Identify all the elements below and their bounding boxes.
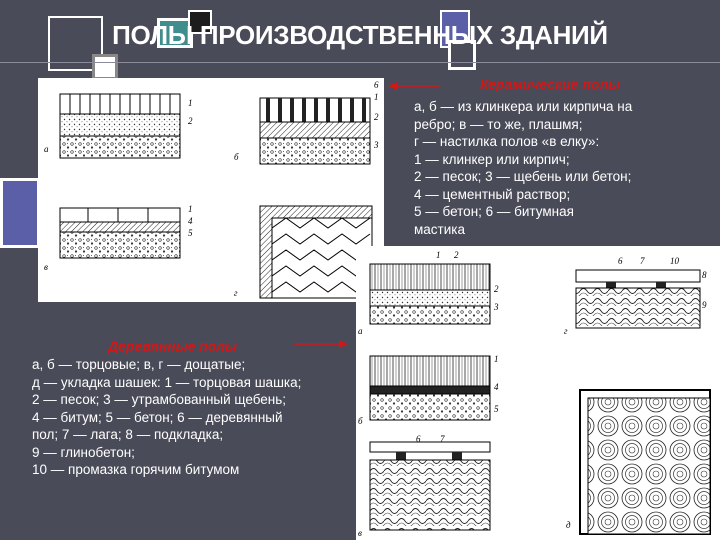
wooden-fig-g (576, 270, 700, 328)
ceramic-legend-line: 2 — песок; 3 — щебень или бетон; (414, 169, 632, 184)
wooden-legend-line: 2 — песок; 3 — утрамбованный щебень; (32, 392, 287, 407)
wooden-legend-line: 4 — битум; 5 — бетон; 6 — деревянный (32, 409, 283, 425)
wooden-label-b: б (358, 416, 363, 426)
wooden-label-a: а (358, 326, 363, 336)
ceramic-legend (414, 98, 632, 238)
ceramic-fig-a (60, 94, 180, 158)
ceramic-heading: Керамические полы (480, 76, 621, 92)
deco-square-7 (0, 178, 40, 248)
wooden-num-4: 4 (494, 382, 499, 392)
wooden-num-1: 1 (436, 250, 441, 260)
wooden-legend (32, 356, 301, 479)
wooden-num-1b: 1 (494, 354, 499, 364)
arrow-right-icon (292, 338, 348, 350)
wooden-num-7: 7 (440, 434, 445, 444)
page-title: ПОЛЫ ПРОИЗВОДСТВЕННЫХ ЗДАНИЙ (112, 20, 608, 50)
wooden-label-d: д (566, 520, 571, 530)
ceramic-num-6: 6 (374, 80, 379, 90)
wooden-num-6: 6 (416, 434, 421, 444)
wooden-heading: Деревянные полы (108, 338, 238, 354)
ceramic-num-1b: 1 (374, 92, 379, 102)
wooden-num-7b: 7 (640, 256, 645, 266)
wooden-legend-line: 9 — глинобетон; (32, 444, 135, 460)
wooden-label-g: г (564, 326, 568, 336)
wooden-legend-line: пол; 7 — лага; 8 — подкладка; (32, 427, 224, 442)
ceramic-legend-line: 5 — бетон; 6 — битумная (414, 204, 574, 219)
ceramic-legend-line: а, б — из клинкера или кирпича на (414, 99, 633, 114)
arrow-left-icon (388, 80, 444, 92)
ceramic-num-1: 1 (188, 98, 193, 108)
wooden-num-9: 9 (702, 300, 707, 310)
ceramic-fig-v (60, 208, 180, 258)
wooden-label-v: в (358, 528, 362, 538)
ceramic-label-a: а (44, 144, 49, 154)
wooden-fig-d (580, 390, 710, 534)
ceramic-legend-line: 4 — цементный раствор; (414, 186, 571, 202)
ceramic-legend-line: г — настилка полов «в елку»: (414, 134, 600, 149)
wooden-num-2b: 2 (494, 284, 499, 294)
wooden-legend-line: а, б — торцовые; в, г — дощатые; (32, 357, 246, 372)
wooden-num-2: 2 (454, 250, 459, 260)
wooden-num-10: 10 (670, 256, 679, 266)
ceramic-num-5: 5 (188, 228, 193, 238)
ceramic-label-v: в (44, 262, 48, 272)
wooden-fig-a (370, 264, 490, 324)
ceramic-fig-b (260, 98, 370, 164)
ceramic-num-2b: 2 (374, 112, 379, 122)
wooden-legend-line: 10 — промазка горячим битумом (32, 462, 240, 477)
ceramic-floors-figure (38, 78, 384, 302)
wooden-floors-figure (356, 246, 720, 540)
wooden-num-5: 5 (494, 404, 499, 414)
ceramic-num-1c: 1 (188, 204, 193, 214)
wooden-fig-v (370, 442, 490, 530)
wooden-legend-line: д — укладка шашек: 1 — торцовая шашка; (32, 374, 302, 390)
ceramic-legend-line: мастика (414, 221, 465, 237)
ceramic-label-g: г (234, 288, 238, 298)
ceramic-num-3: 3 (374, 140, 379, 150)
deco-square-2 (92, 54, 118, 80)
wooden-num-6b: 6 (618, 256, 623, 266)
deco-line-top (0, 62, 720, 63)
ceramic-legend-line: 1 — клинкер или кирпич; (414, 151, 570, 167)
ceramic-legend-line: ребро; в — то же, плашмя; (414, 116, 583, 132)
wooden-num-3: 3 (494, 302, 499, 312)
wooden-fig-b (370, 356, 490, 420)
ceramic-label-b: б (234, 152, 239, 162)
ceramic-num-4: 4 (188, 216, 193, 226)
wooden-num-8: 8 (702, 270, 707, 280)
ceramic-num-2: 2 (188, 116, 193, 126)
